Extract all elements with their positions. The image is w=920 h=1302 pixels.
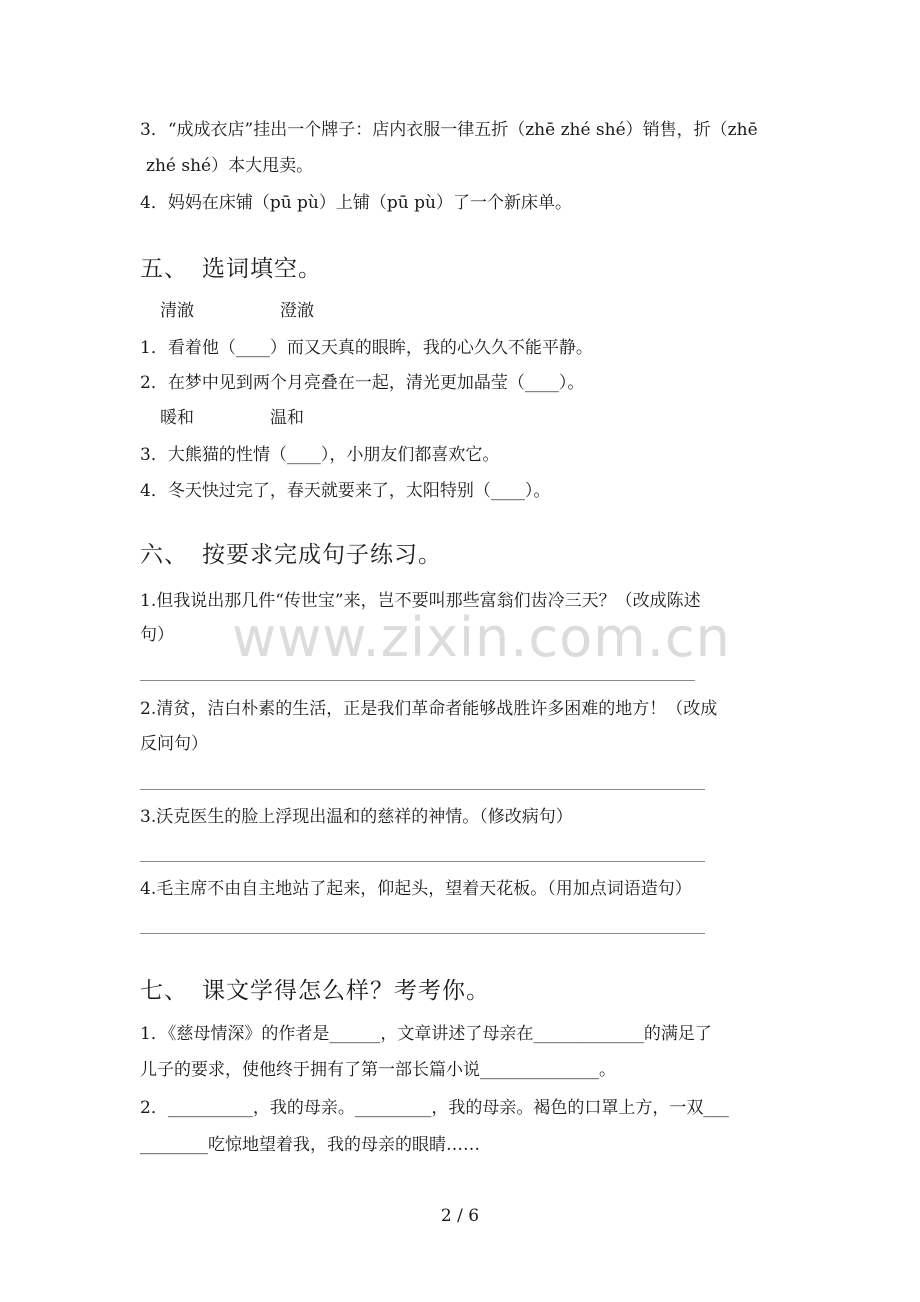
- word-option: 清澈: [160, 301, 194, 321]
- page-number: 2 / 6: [440, 1206, 480, 1226]
- section-5-title: 选词填空。: [202, 256, 322, 282]
- word-group-1: [160, 299, 314, 323]
- word-group-2: [160, 406, 304, 430]
- fill-question-3: 3．大熊猫的性情（____），小朋友们都喜欢它。: [140, 445, 500, 465]
- sentence-question-1-line-1: 1.但我说出那几件“传世宝”来，岂不要叫那些富翁们齿冷三天？（改成陈述: [140, 591, 701, 611]
- word-option: 暖和: [160, 408, 194, 428]
- answer-line: [140, 680, 695, 681]
- word-option: 澄澈: [280, 301, 314, 321]
- section-7-title: 课文学得怎么样？考考你。: [202, 978, 490, 1004]
- sentence-question-3: 3.沃克医生的脸上浮现出温和的慈祥的神情。（修改病句）: [140, 807, 573, 827]
- answer-line: [140, 933, 705, 934]
- section-7-number: 七、: [140, 978, 188, 1004]
- section-5-heading: [140, 254, 322, 284]
- section-6-number: 六、: [140, 542, 188, 568]
- fill-question-4: 4．冬天快过完了，春天就要来了，太阳特别（____）。: [140, 481, 551, 501]
- answer-line: [140, 861, 705, 862]
- answer-line: [140, 789, 705, 790]
- recall-question-1-line-2: 儿子的要求，使他终于拥有了第一部长篇小说______________。: [140, 1060, 616, 1080]
- sentence-question-2-line-2: 反问句）: [140, 734, 208, 754]
- fill-question-1: 1．看着他（____）而又天真的眼眸，我的心久久不能平静。: [140, 338, 593, 358]
- section-7-heading: [140, 976, 490, 1006]
- section-6-title: 按要求完成句子练习。: [202, 542, 442, 568]
- question-3-line-1: 3．“成成衣店”挂出一个牌子：店内衣服一律五折（zhē zhé shé）销售，折（zhē: [140, 120, 758, 140]
- fill-question-2: 2．在梦中见到两个月亮叠在一起，清光更加晶莹（____）。: [140, 373, 585, 393]
- sentence-question-4: 4.毛主席不由自主地站了起来，仰起头，望着天花板。（用加点词语造句）: [140, 879, 692, 899]
- question-4: 4．妈妈在床铺（pū pù）上铺（pū pù）了一个新床单。: [140, 193, 572, 213]
- recall-question-1-line-1: 1．《慈母情深》的作者是______，文章讲述了母亲在_____________的满足了: [140, 1024, 712, 1044]
- recall-question-2-line-2: ________吃惊地望着我，我的母亲的眼睛……: [140, 1135, 480, 1155]
- watermark: www.zixin.com.cn: [232, 606, 731, 669]
- sentence-question-2-line-1: 2.清贫，洁白朴素的生活，正是我们革命者能够战胜许多困难的地方！（改成: [140, 699, 718, 719]
- section-6-heading: [140, 540, 442, 570]
- section-5-number: 五、: [140, 256, 188, 282]
- sentence-question-1-line-2: 句）: [140, 625, 174, 645]
- recall-question-2-line-1: 2．__________，我的母亲。_________，我的母亲。褐色的口罩上方，一双___: [140, 1098, 729, 1118]
- word-option: 温和: [270, 408, 304, 428]
- question-3-line-2: zhé shé）本大甩卖。: [146, 156, 314, 176]
